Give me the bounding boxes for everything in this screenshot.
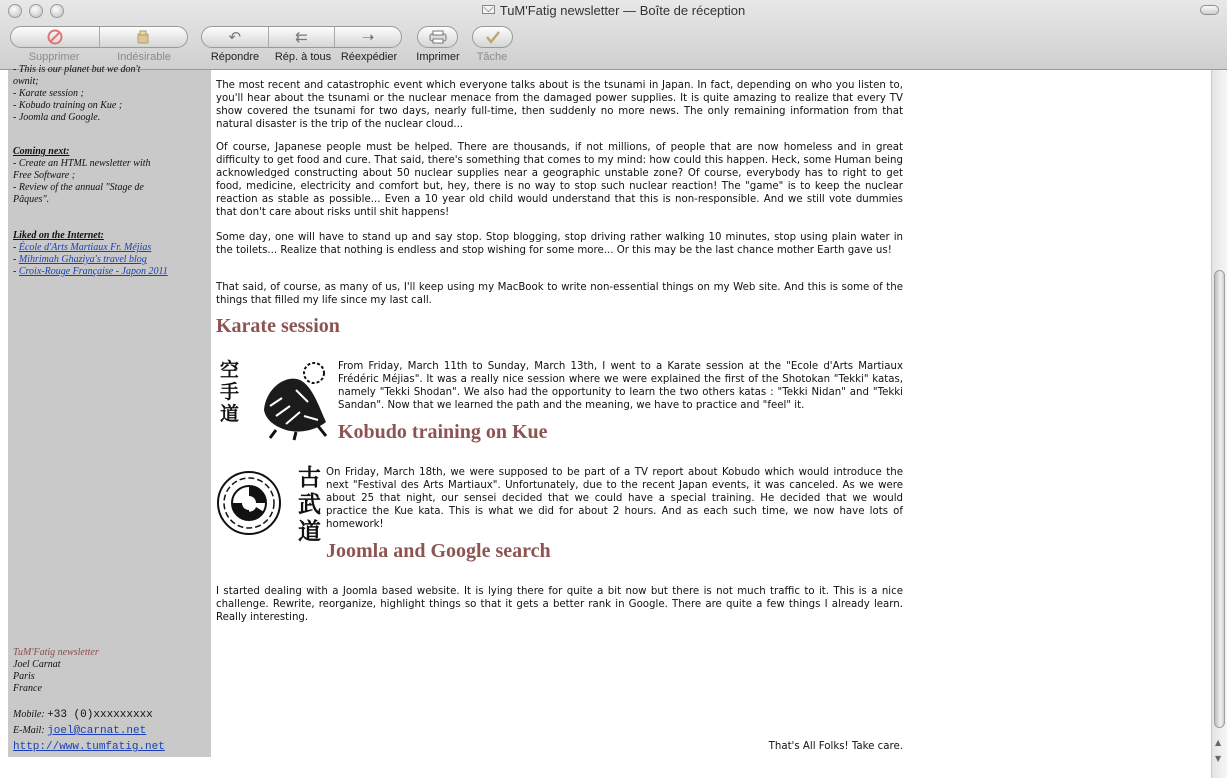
- coming-item: - Review of the annual "Stage de: [13, 182, 144, 193]
- newsletter-sidebar: [8, 64, 211, 757]
- paragraph-karate: From Friday, March 11th to Sunday, March 13th, I went to a Karate session at the "Ecole d'Arts Martiaux Frédéric Méjias". It was a really nice session where we were explained the first of the Shotokan "Tekki" katas, namely "Tekki Shodan". We also had the opportunity to learn the two others katas : "Tekki Nidan" and "Tekki Sandan". Now that we learned the path and the meaning, we have to practice and "feel" it.: [338, 361, 903, 411]
- links-block: [13, 230, 205, 278]
- mobile-label: Mobile:: [13, 709, 45, 720]
- signature-country: France: [13, 683, 42, 694]
- links-heading: Liked on the Internet:: [13, 230, 104, 241]
- link-row: - École d'Arts Martiaux Fr. Méjias: [13, 242, 152, 253]
- junk-bag-icon: [135, 29, 151, 45]
- heading-karate-session: Karate session: [216, 315, 340, 337]
- reply-label[interactable]: Répondre: [210, 51, 260, 63]
- sidebar-cut-line-2: ownit;: [13, 76, 39, 87]
- delete-junk-group: [10, 26, 188, 48]
- coming-item: Free Software ;: [13, 170, 76, 181]
- tomoe-emblem-icon: [216, 470, 283, 537]
- topic-item: - Joomla and Google.: [13, 112, 101, 123]
- website-link[interactable]: http://www.tumfatig.net: [13, 741, 165, 753]
- link-row: - Croix-Rouge Française - Japon 2011: [13, 266, 168, 277]
- print-group: [417, 26, 458, 48]
- forward-arrow-icon: ➝: [361, 27, 375, 46]
- newsletter-article: [216, 70, 903, 778]
- delete-button[interactable]: [11, 27, 100, 47]
- sidebar-intro: [13, 64, 205, 124]
- kobudo-kanji: [298, 464, 321, 545]
- reply-all-arrow-icon: ⇇: [295, 27, 308, 46]
- forward-label[interactable]: Réexpédier: [340, 51, 398, 63]
- delete-label[interactable]: Supprimer: [28, 51, 80, 63]
- junk-button[interactable]: [100, 27, 188, 47]
- coming-item: Pâques".: [13, 194, 50, 205]
- signature-title: TuM'Fatig newsletter: [13, 647, 99, 658]
- kanji-bu: 武: [298, 491, 321, 518]
- karate-kanji: [220, 359, 239, 425]
- paragraph-joomla: I started dealing with a Joomla based website. It is lying there for quite a bit now but there is not much traffic to it. This is a nice challenge. Rewrite, reorganize, highlight things so that it gets a better rank in Google. There are quite a few things I already learn. Really interesting.: [216, 586, 903, 623]
- forward-button[interactable]: [335, 27, 401, 47]
- link-ecole-arts-martiaux[interactable]: École d'Arts Martiaux Fr. Méjias: [18, 242, 152, 253]
- email-row: [13, 723, 205, 739]
- kanji-do: 道: [220, 403, 240, 425]
- reply-button[interactable]: [202, 27, 269, 47]
- kanji-te: 手: [220, 381, 240, 403]
- task-button[interactable]: [473, 27, 512, 47]
- vertical-scrollbar[interactable]: [1211, 70, 1227, 778]
- mobile-value: +33 (0)xxxxxxxxx: [47, 709, 153, 721]
- scrollbar-thumb[interactable]: [1214, 270, 1225, 728]
- heading-joomla: Joomla and Google search: [326, 540, 551, 562]
- paragraph-help-japan: Of course, Japanese people must be helped. There are thousands, if not millions, of people that are now homeless and in great difficulty to get food and cure. That said, there's something that comes to my mind: how could this happen. Heck, some Human being acknowledged constructing about 50 nuclear supplies near a geographic unstable zone? Of course, everybody has to right to get food, medicine, electricity and comfort but, hey, there is no way to stop such nuclear reaction! The "game" is to keep the nuclear reaction as stable as possible... Even a 10 year old child would understand that this is non-responsible. And we still vote dummies that don't care about risks until shit happens!: [216, 142, 903, 218]
- coming-next-block: [13, 146, 205, 206]
- reply-all-label[interactable]: Rép. à tous: [274, 51, 332, 63]
- email-label: E-Mail:: [13, 725, 45, 736]
- paragraph-kobudo: On Friday, March 18th, we were supposed to be part of a TV report about Kobudo which would introduce the next "Festival des Arts Martiaux". Unfortunately, due to the recent Japan events, it was canceled. As we were about 25 that night, our sensei decided that we could have a special training. He decided that we would practice the Kue kata. This is what we did for about 2 hours. And as each such time, we now have lots of homework!: [326, 467, 903, 530]
- reply-group: [201, 26, 402, 48]
- message-body: [8, 64, 1210, 778]
- tiger-emblem-icon: [256, 360, 336, 440]
- window-title: TuM'Fatig newsletter — Boîte de réception: [499, 3, 746, 18]
- scroll-up-arrow-icon[interactable]: ▲: [1215, 738, 1222, 747]
- link-croix-rouge[interactable]: Croix-Rouge Française - Japon 2011: [18, 266, 168, 277]
- task-group: [472, 26, 513, 48]
- kanji-do-2: 道: [298, 518, 321, 545]
- coming-item: - Create an HTML newsletter with: [13, 158, 151, 169]
- signature-block: [13, 647, 205, 755]
- paragraph-tsunami: The most recent and catastrophic event which everyone talks about is the tsunami in Japan. In fact, depending on who you listen to, you'll hear about the tsunami or the nuclear menace from the damaged power supplies. It is quite amazing to realize that every TV show covered the tsunami for two days, nearly full-time, then suddenly no more news. The only remaining information from that natural disaster is the trip of the nuclear cloud...: [216, 80, 903, 130]
- kanji-kara: 空: [220, 359, 240, 381]
- link-row: - Mihrimah Ghaziya's travel blog: [13, 254, 147, 265]
- title-bar: [0, 0, 1227, 70]
- signature-city: Paris: [13, 671, 35, 682]
- print-button[interactable]: [418, 27, 457, 47]
- heading-kobudo: Kobudo training on Kue: [338, 421, 548, 443]
- coming-next-heading: Coming next:: [13, 146, 70, 157]
- topic-item: - Kobudo training on Kue ;: [13, 100, 123, 111]
- paragraph-stop: Some day, one will have to stand up and say stop. Stop blogging, stop driving rather walking 10 minutes, stop using plain water in the toilets... Realize that nothing is endless and stop wishing for some more... Or this may be the last chance mother Earth gave us!: [216, 232, 903, 256]
- closing-note: That's All Folks! Take care.: [768, 741, 903, 752]
- window-title-area: [0, 3, 1227, 18]
- sidebar-cut-line: - This is our planet but we don't: [13, 64, 141, 75]
- reply-arrow-icon: ↶: [228, 27, 242, 46]
- signature-name: Joel Carnat: [13, 659, 61, 670]
- envelope-icon: [482, 5, 495, 14]
- website-row: [13, 739, 205, 755]
- kanji-ko: 古: [298, 464, 321, 491]
- printer-icon: [428, 30, 448, 44]
- link-travel-blog[interactable]: Mihrimah Ghaziya's travel blog: [18, 254, 147, 265]
- mobile-row: [13, 707, 205, 723]
- topic-item: - Karate session ;: [13, 88, 84, 99]
- task-label[interactable]: Tâche: [476, 51, 508, 63]
- scroll-down-arrow-icon[interactable]: ▼: [1215, 754, 1222, 763]
- paragraph-macbook: That said, of course, as many of us, I'll keep using my MacBook to write non-essential things on my Web site. And this is some of the things that filled my life since my last call.: [216, 282, 903, 306]
- delete-icon: [47, 29, 63, 45]
- junk-label[interactable]: Indésirable: [117, 51, 171, 63]
- checkmark-icon: [485, 30, 501, 44]
- reply-all-button[interactable]: [269, 27, 336, 47]
- print-label[interactable]: Imprimer: [416, 51, 460, 63]
- email-link[interactable]: joel@carnat.net: [47, 725, 147, 737]
- toolbar-toggle-button[interactable]: [1200, 5, 1219, 15]
